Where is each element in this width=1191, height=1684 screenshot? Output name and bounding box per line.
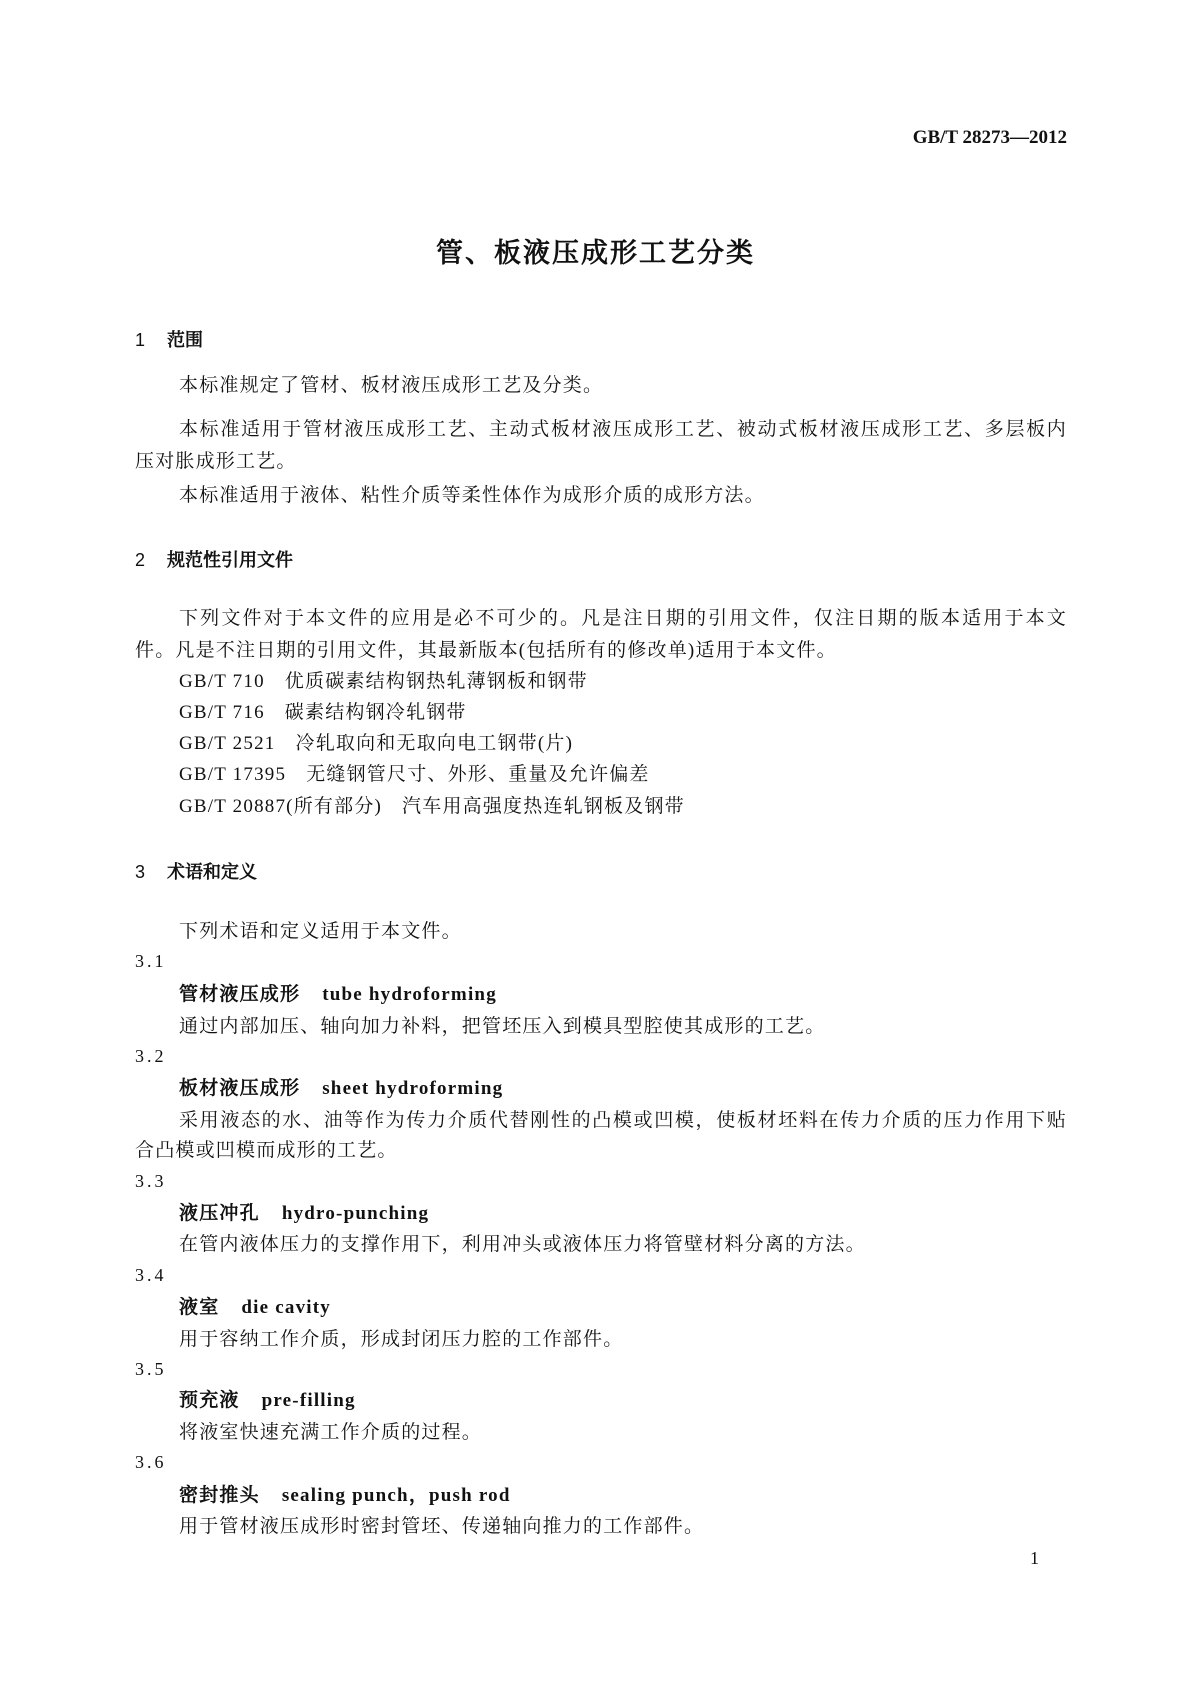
section-heading-scope — [135, 326, 203, 352]
reference-code: GB/T 17395 — [179, 764, 287, 785]
term-cn: 预充液 — [179, 1390, 240, 1411]
term-cn: 液压冲孔 — [179, 1203, 260, 1224]
term-en: sealing punch，push rod — [281, 1485, 511, 1506]
term-number: 3.4 — [135, 1265, 167, 1285]
term-heading — [179, 1296, 331, 1320]
terms-intro: 下列术语和定义适用于本文件。 — [179, 921, 462, 942]
references-intro-line-1: 下列文件对于本文件的应用是必不可少的。凡是注日期的引用文件，仅注日期的版本适用于本文 — [179, 608, 1067, 629]
references-intro-line-2: 件。凡是不注日期的引用文件，其最新版本(包括所有的修改单)适用于本文件。 — [135, 640, 837, 661]
term-en: hydro-punching — [281, 1203, 430, 1224]
reference-title: 冷轧取向和无取向电工钢带(片) — [295, 733, 574, 754]
term-definition: 在管内液体压力的支撑作用下，利用冲头或液体压力将管壁材料分离的方法。 — [179, 1234, 866, 1255]
term-heading — [179, 1202, 429, 1226]
reference-title: 优质碳素结构钢热轧薄钢板和钢带 — [284, 671, 588, 692]
section-title: 术语和定义 — [167, 862, 257, 882]
standard-code: GB/T 28273—2012 — [912, 127, 1067, 148]
term-definition: 用于管材液压成形时密封管坯、传递轴向推力的工作部件。 — [179, 1516, 705, 1537]
term-cn: 液室 — [179, 1297, 220, 1318]
term-definition-line-1: 采用液态的水、油等作为传力介质代替刚性的凸模或凹模，使板材坯料在传力介质的压力作用下贴 — [179, 1110, 1067, 1131]
term-heading — [179, 1389, 356, 1413]
term-heading — [179, 1484, 511, 1508]
term-definition: 用于容纳工作介质，形成封闭压力腔的工作部件。 — [179, 1329, 624, 1350]
reference-item — [179, 763, 650, 787]
reference-item — [179, 795, 685, 819]
term-cn: 板材液压成形 — [179, 1078, 301, 1099]
section-heading-terms — [135, 858, 257, 884]
reference-code: GB/T 716 — [179, 702, 265, 723]
term-en: die cavity — [241, 1297, 331, 1318]
section-number: 2 — [135, 550, 146, 570]
term-number: 3.3 — [135, 1171, 167, 1191]
reference-item — [179, 701, 467, 725]
term-en: sheet hydroforming — [322, 1078, 504, 1099]
term-en: pre-filling — [261, 1390, 356, 1411]
term-cn: 管材液压成形 — [179, 984, 301, 1005]
page-number: 1 — [1030, 1548, 1039, 1568]
term-heading — [179, 983, 497, 1007]
reference-title: 无缝钢管尺寸、外形、重量及允许偏差 — [306, 764, 650, 785]
section-title: 规范性引用文件 — [167, 550, 293, 570]
section-number: 1 — [135, 330, 146, 350]
scope-paragraph-3: 本标准适用于液体、粘性介质等柔性体作为成形介质的成形方法。 — [179, 485, 765, 506]
term-number: 3.6 — [135, 1452, 167, 1472]
term-number: 3.5 — [135, 1359, 167, 1379]
term-definition-line-2: 合凸模或凹模而成形的工艺。 — [135, 1140, 398, 1161]
term-definition: 将液室快速充满工作介质的过程。 — [179, 1422, 483, 1443]
reference-item — [179, 732, 573, 756]
scope-paragraph-2-line-2: 压对胀成形工艺。 — [135, 451, 297, 472]
section-heading-references — [135, 546, 293, 572]
term-heading — [179, 1077, 503, 1101]
section-title: 范围 — [167, 330, 203, 350]
term-cn: 密封推头 — [179, 1485, 260, 1506]
reference-title: 汽车用高强度热连轧钢板及钢带 — [402, 796, 685, 817]
section-number: 3 — [135, 862, 146, 882]
term-definition: 通过内部加压、轴向加力补料，把管坯压入到模具型腔使其成形的工艺。 — [179, 1016, 826, 1037]
term-number: 3.1 — [135, 951, 167, 971]
reference-code: GB/T 2521 — [179, 733, 276, 754]
term-en: tube hydroforming — [322, 984, 497, 1005]
reference-title: 碳素结构钢冷轧钢带 — [284, 702, 467, 723]
term-number: 3.2 — [135, 1046, 167, 1066]
reference-code: GB/T 20887(所有部分) — [179, 796, 383, 817]
scope-paragraph-1: 本标准规定了管材、板材液压成形工艺及分类。 — [179, 375, 604, 396]
document-title: 管、板液压成形工艺分类 — [436, 238, 755, 268]
reference-code: GB/T 710 — [179, 671, 265, 692]
scope-paragraph-2-line-1: 本标准适用于管材液压成形工艺、主动式板材液压成形工艺、被动式板材液压成形工艺、多层板内 — [179, 419, 1067, 440]
reference-item — [179, 670, 588, 694]
